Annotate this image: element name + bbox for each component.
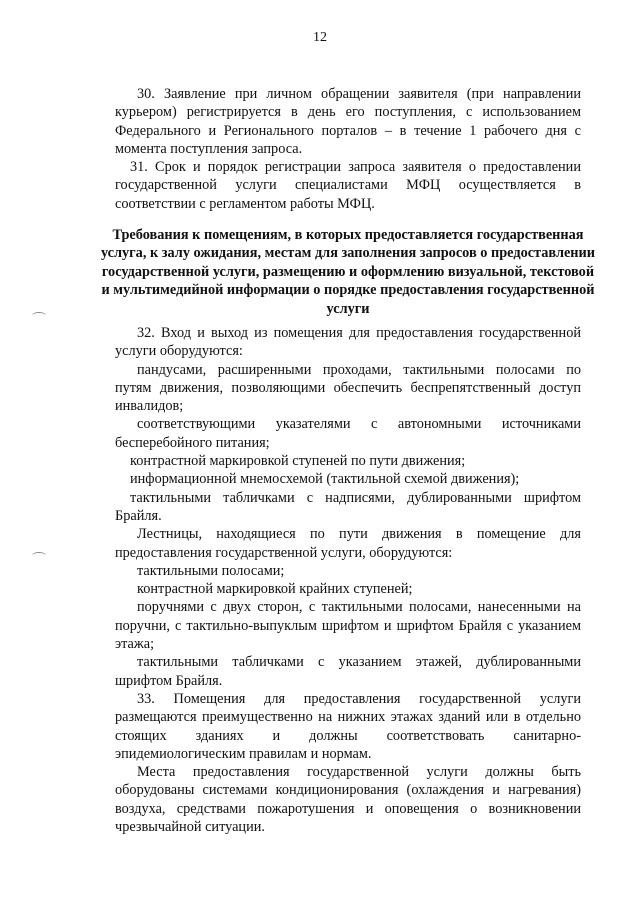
stairs-paragraph: Лестницы, находящиеся по пути движения в помещение для предоставления государственной услуги, оборудуются: (115, 526, 581, 561)
paragraph-31: 31. Срок и порядок регистрации запроса заявителя о предоставлении государственной услуги специалистами МФЦ осуществляется в соответствии с регламентом работы МФЦ. (115, 159, 581, 212)
paragraph-30: 30. Заявление при личном обращении заявителя (при направлении курьером) регистрируется в день его поступления, с использованием Федерального и Регионального порталов – в течение 1 рабочего дня с момента поступления запроса. (115, 86, 581, 157)
margin-mark (32, 312, 46, 319)
registration-section (115, 85, 581, 213)
premises-section (115, 324, 581, 836)
list-item: поручнями с двух сторон, с тактильными полосами, нанесенными на поручни, с тактильно-выпуклым шрифтом и шрифтом Брайля с указанием этажа; (115, 599, 581, 653)
list-item: тактильными полосами; (137, 562, 285, 579)
paragraph-33: 33. Помещения для предоставления государственной услуги размещаются преимущественно на нижних этажах зданий или в отдельно стоящих зданиях и должны соответствовать санитарно-эпидемиологическим правилам и нормам. (115, 690, 581, 762)
list-item: соответствующими указателями с автономными источниками бесперебойного питания; (115, 416, 581, 451)
list-item: пандусами, расширенными проходами, тактильными полосами по путям движения, позволяющими обеспечить беспрепятственный доступ инвалидов; (115, 361, 581, 415)
section-heading: Требования к помещениям, в которых предоставляется государственная услуга, к залу ожидания, местам для заполнения запросов о предоставлении государственной услуги, размещению и оформлению визуальной, текстовой и мультимедийной информации о порядке предоставления государственной услуги (100, 227, 596, 317)
list-item: информационной мнемосхемой (тактильной схемой движения); (130, 471, 520, 488)
page-number: 12 (313, 30, 327, 45)
list-item: контрастной маркировкой крайних ступеней; (137, 581, 413, 598)
list-item: контрастной маркировкой ступеней по пути движения; (130, 453, 466, 470)
margin-mark (32, 552, 46, 559)
list-item: тактильными табличками с надписями, дублированными шрифтом Брайля. (115, 489, 581, 524)
paragraph-32: 32. Вход и выход из помещения для предоставления государственной услуги оборудуются: (115, 325, 581, 360)
list-item: тактильными табличками с указанием этажей, дублированными шрифтом Брайля. (115, 654, 581, 689)
places-paragraph: Места предоставления государственной услуги должны быть оборудованы системами кондиционирования (охлаждения и нагревания) воздуха, средствами пожаротушения и оповещения о возникновении чрезвычайной ситуации. (115, 764, 581, 836)
